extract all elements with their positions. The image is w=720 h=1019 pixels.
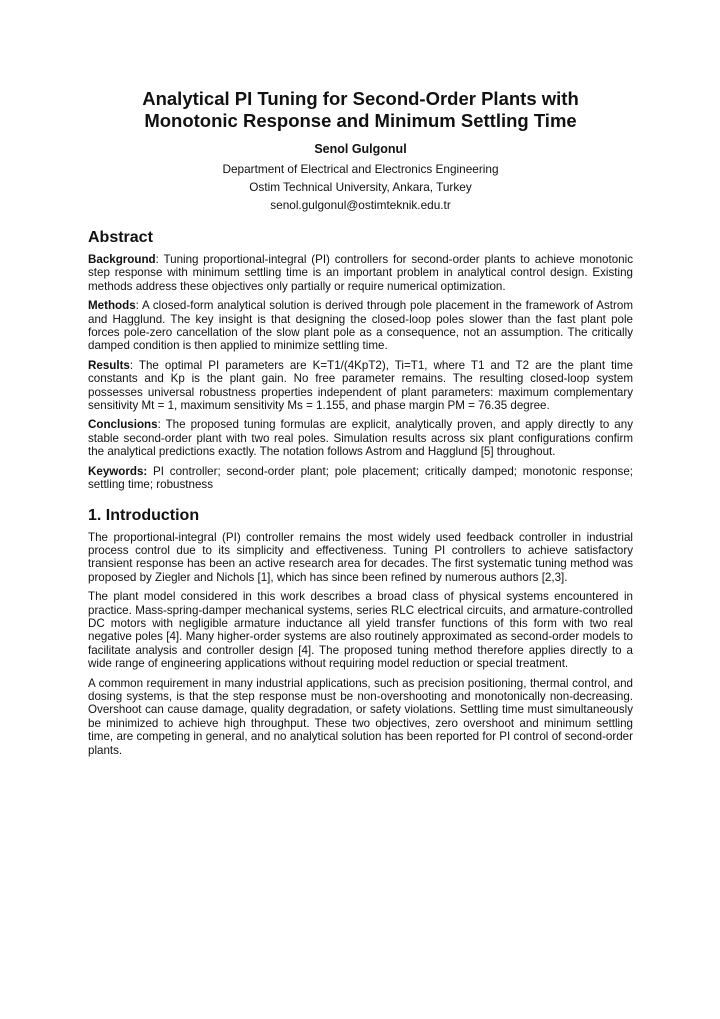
author-name: Senol Gulgonul: [314, 142, 407, 156]
abstract-heading: Abstract: [88, 229, 153, 246]
intro-paragraph-1: The proportional-integral (PI) controller remains the most widely used feedback controller in industrial process control due to its simplicity and effectiveness. Tuning PI controllers to achieve satisfactory transient response has been an active research area for decades. The first systematic tuning method was proposed by Ziegler and Nichols [1], which has since been refined by numerous authors [2,3].: [88, 530, 633, 584]
abstract-methods: [88, 299, 633, 353]
abstract-background: [88, 253, 633, 293]
conclusions-label: Conclusions: [88, 418, 158, 432]
intro-paragraph-3: A common requirement in many industrial applications, such as precision positioning, thermal control, and dosing systems, is that the step response must be non-overshooting and monotonically non-decreasing. Overshoot can cause damage, quality degradation, or safety violations. Settling time must simultaneously be minimized to achieve high throughput. These two objectives, zero overshoot and minimum settling time, are competing in general, and no analytical solution has been reported for PI control of second-order plants.: [88, 676, 633, 757]
results-text: : The optimal PI parameters are K=T1/(4KpT2), Ti=T1, where T1 and T2 are the plant time constants and Kp is the plant gain. No free parameter remains. The resulting closed-loop system possesses universal robustness properties independent of plant parameters: maximum complementary sensitivity Mt = 1, maximum sensitivity Ms = 1.155, and phase margin PM = 76.35 degree.: [88, 358, 633, 413]
paper-title: [88, 88, 633, 132]
title-line-2: Monotonic Response and Minimum Settling Time: [144, 110, 577, 131]
affiliation-block: [88, 160, 633, 214]
author-email: senol.gulgonul@ostimteknik.edu.tr: [270, 198, 451, 212]
conclusions-text: : The proposed tuning formulas are explicit, analytically proven, and apply directly to any stable second-order plant with two real poles. Simulation results across six plant configurations confirm the analytical predictions exactly. The notation follows Astrom and Hagglund [5] throughout.: [88, 418, 633, 459]
methods-text: : A closed-form analytical solution is derived through pole placement in the framework of Astrom and Hagglund. The key insight is that designing the closed-loop poles slower than the fast plant pole forces pole-zero cancellation of the slow plant pole as a consequence, not an assumption. The critically damped condition is then applied to minimize settling time.: [88, 299, 633, 353]
paper-page: [88, 88, 633, 763]
intro-paragraph-2: The plant model considered in this work describes a broad class of physical systems encountered in practice. Mass-spring-damper mechanical systems, series RLC electrical circuits, and armature-controlled DC motors with negligible armature inductance all yield transfer functions of this form with two real negative poles [4]. Many higher-order systems are also routinely approximated as second-order models to facilitate analysis and controller design [4]. The proposed tuning method therefore applies directly to a wide range of engineering applications without requiring model reduction or special treatment.: [88, 590, 633, 671]
title-line-1: Analytical PI Tuning for Second-Order Plants with: [142, 88, 579, 109]
background-text: : Tuning proportional-integral (PI) controllers for second-order plants to achieve monotonic step response with minimum settling time is an important problem in analytical control design. Existing methods address these objectives only partially or require numerical optimization.: [88, 253, 633, 293]
abstract-conclusions: [88, 418, 633, 458]
background-label: Background: [88, 253, 156, 266]
results-label: Results: [88, 358, 130, 372]
introduction-heading: 1. Introduction: [88, 506, 200, 524]
abstract-results: [88, 359, 633, 413]
keywords-label: Keywords:: [88, 464, 148, 478]
methods-label: Methods: [88, 299, 136, 313]
affiliation-department: Department of Electrical and Electronics Engineering: [222, 162, 499, 176]
keywords: [88, 465, 633, 492]
affiliation-university: Ostim Technical University, Ankara, Turkey: [249, 180, 472, 194]
keywords-text: PI controller; second-order plant; pole placement; critically damped; monotonic response; settling time; robustness: [88, 464, 633, 492]
